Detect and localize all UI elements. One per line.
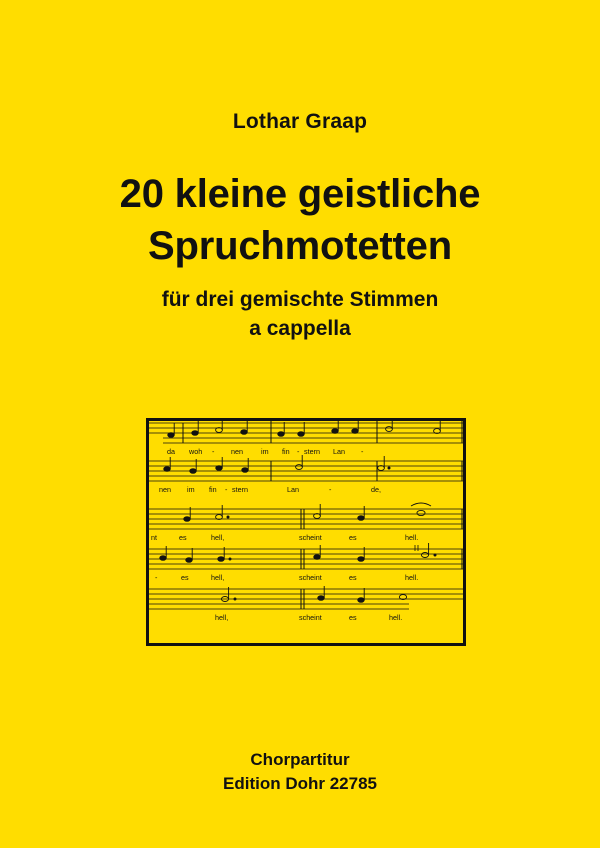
- svg-text:scheint: scheint: [299, 613, 322, 622]
- svg-text:es: es: [179, 533, 187, 542]
- music-notation-excerpt: [146, 418, 466, 646]
- svg-text:scheint: scheint: [299, 533, 322, 542]
- svg-text:fin: fin: [282, 447, 290, 456]
- svg-text:stern: stern: [232, 485, 248, 494]
- publisher-number: Edition Dohr 22785: [223, 774, 377, 793]
- svg-text:-: -: [329, 485, 332, 494]
- svg-text:hell.: hell.: [405, 573, 419, 582]
- lyric-row-2: [159, 485, 381, 494]
- svg-text:nen: nen: [159, 485, 171, 494]
- svg-text:hell,: hell,: [211, 573, 225, 582]
- svg-text:-: -: [225, 485, 228, 494]
- lyric-row-5: [215, 613, 402, 622]
- svg-text:hell,: hell,: [211, 533, 225, 542]
- lyric-row-1: [167, 447, 364, 456]
- svg-text:-: -: [361, 447, 364, 456]
- svg-text:im: im: [187, 485, 195, 494]
- subtitle: [0, 285, 600, 343]
- svg-text:scheint: scheint: [299, 573, 322, 582]
- page-title: [0, 168, 600, 272]
- music-notation-svg: [149, 421, 463, 643]
- svg-text:-: -: [212, 447, 215, 456]
- subtitle-line-1: für drei gemischte Stimmen: [161, 288, 439, 311]
- footer: [0, 748, 600, 796]
- svg-text:-: -: [155, 573, 158, 582]
- svg-text:es: es: [349, 613, 357, 622]
- svg-text:nen: nen: [231, 447, 243, 456]
- svg-text:Lan: Lan: [333, 447, 345, 456]
- title-line-1: 20 kleine geistliche: [119, 172, 481, 216]
- subtitle-line-2: a cappella: [249, 317, 351, 340]
- svg-text:hell.: hell.: [405, 533, 419, 542]
- svg-text:fin: fin: [209, 485, 217, 494]
- svg-text:im: im: [261, 447, 269, 456]
- svg-text:woh: woh: [189, 447, 203, 456]
- svg-text:es: es: [349, 533, 357, 542]
- svg-text:nt: nt: [151, 533, 157, 542]
- svg-text:hell.: hell.: [389, 613, 403, 622]
- lyric-row-3: [151, 533, 418, 542]
- edition-type: Chorpartitur: [250, 750, 350, 769]
- svg-text:Lan: Lan: [287, 485, 299, 494]
- svg-text:de,: de,: [371, 485, 381, 494]
- title-line-2: Spruchmotetten: [148, 224, 452, 268]
- svg-text:es: es: [349, 573, 357, 582]
- svg-text:stern: stern: [304, 447, 320, 456]
- lyric-row-4: [155, 573, 418, 582]
- composer-name: Lothar Graap: [232, 110, 368, 133]
- svg-text:hell,: hell,: [215, 613, 229, 622]
- svg-text:da: da: [167, 447, 175, 456]
- svg-text:-: -: [297, 447, 300, 456]
- svg-text:es: es: [181, 573, 189, 582]
